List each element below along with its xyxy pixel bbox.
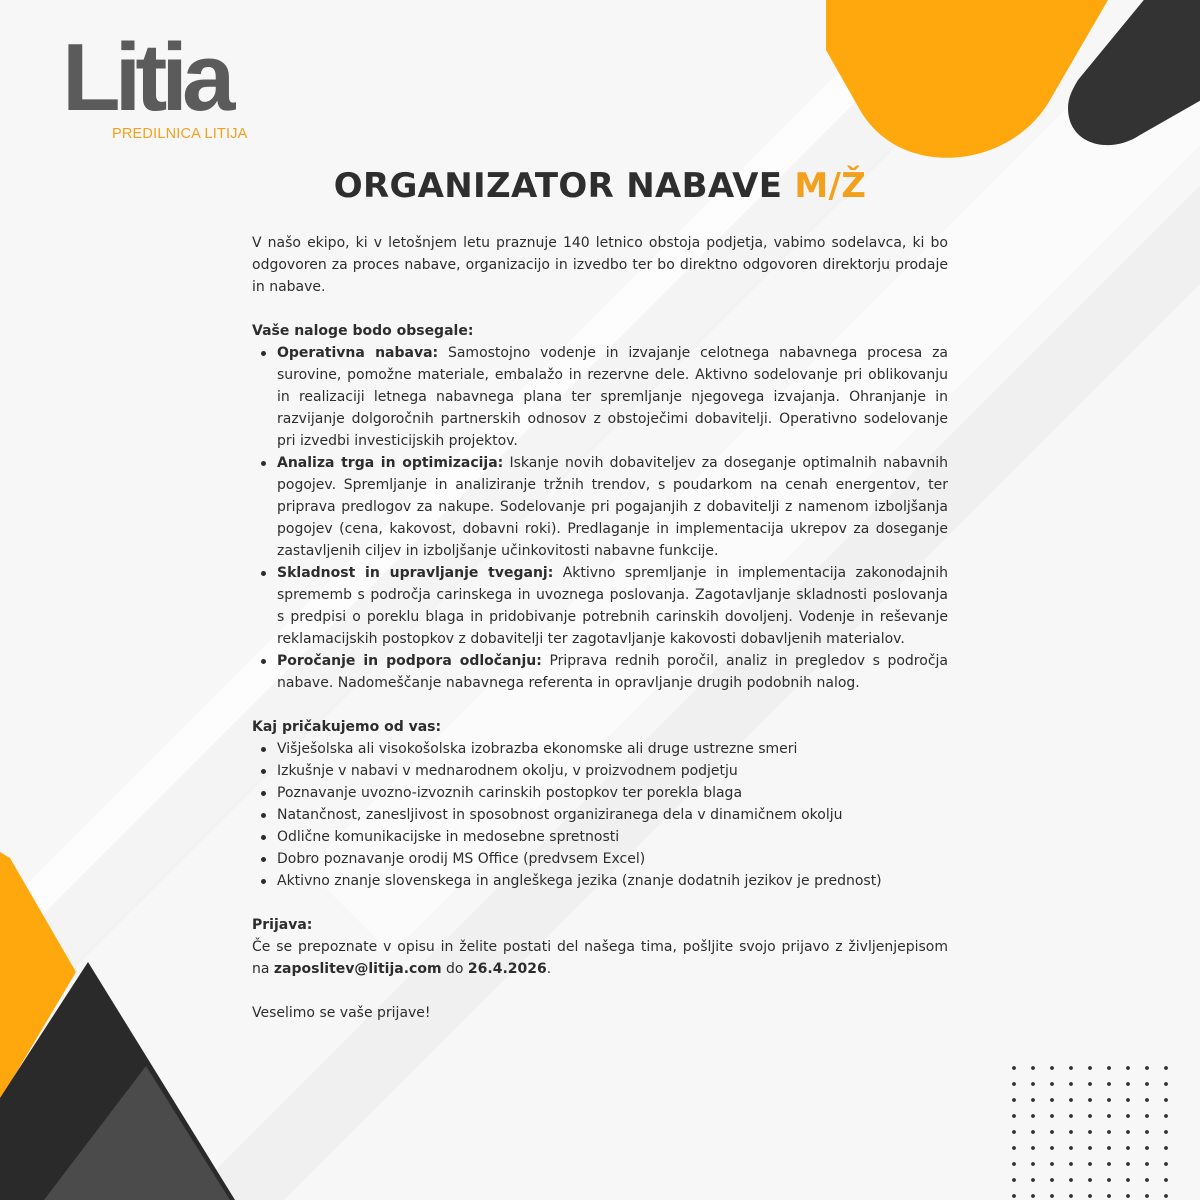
task-label: Analiza trga in optimizacija: (277, 455, 504, 471)
dot (1050, 1114, 1054, 1118)
expectations-heading: Kaj pričakujemo od vas: (252, 719, 442, 735)
closing-text: Veselimo se vaše prijave! (252, 1005, 431, 1021)
dot (1088, 1114, 1092, 1118)
task-text: Samostojno vodenje in izvajanje celotnega nabavnega procesa za surovine, pomožne materiale, embalažo in rezervne dele. Aktivno sodelovanje pri oblikovanju in realizaciji letnega nabavnega plana ter spremljanje njegovega izvajanja. Ohranjanje in razvijanje dolgoročnih partnerskih odnosov z obstoječimi dobavitelji. Operativno sodelovanje pri izvedbi investicijskih projektov. (277, 345, 948, 449)
dot (1069, 1114, 1073, 1118)
dot (1050, 1098, 1054, 1102)
dot (1126, 1066, 1130, 1070)
dot (1031, 1146, 1035, 1150)
dot (1107, 1082, 1111, 1086)
dot (1050, 1146, 1054, 1150)
dot (1126, 1130, 1130, 1134)
dot (1031, 1066, 1035, 1070)
expectation-item: Odlične komunikacijske in medosebne spretnosti (252, 826, 948, 848)
expectation-item: Natančnost, zanesljivost in sposobnost organiziranega dela v dinamičnem okolju (252, 804, 948, 826)
dot (1031, 1114, 1035, 1118)
dot (1031, 1162, 1035, 1166)
title-main: ORGANIZATOR NABAVE (333, 166, 783, 206)
dot (1012, 1178, 1016, 1182)
dot (1069, 1178, 1073, 1182)
dot (1012, 1114, 1016, 1118)
dot (1126, 1114, 1130, 1118)
dot (1107, 1146, 1111, 1150)
dot (1050, 1162, 1054, 1166)
dot (1164, 1146, 1168, 1150)
dot (1107, 1098, 1111, 1102)
dot (1164, 1130, 1168, 1134)
dot (1031, 1194, 1035, 1198)
dot (1088, 1130, 1092, 1134)
dot (1145, 1194, 1149, 1198)
dot (1088, 1178, 1092, 1182)
dot (1164, 1082, 1168, 1086)
dot (1069, 1130, 1073, 1134)
dot (1012, 1162, 1016, 1166)
dot (1145, 1098, 1149, 1102)
dot (1050, 1066, 1054, 1070)
dot (1031, 1178, 1035, 1182)
dot (1069, 1146, 1073, 1150)
dot (1164, 1114, 1168, 1118)
dot (1069, 1194, 1073, 1198)
dot (1050, 1194, 1054, 1198)
intro-paragraph: V našo ekipo, ki v letošnjem letu praznuje 140 letnico obstoja podjetja, vabimo sodelavca, ki bo odgovoren za proces nabave, organizacijo in izvedbo ter bo direktno odgovoren direktorju prodaje in nabave. (252, 235, 948, 295)
application-email[interactable]: zaposlitev@litija.com (273, 961, 442, 977)
grey-triangle-shape (44, 1066, 230, 1200)
dot (1107, 1194, 1111, 1198)
expectation-item: Dobro poznavanje orodij MS Office (predvsem Excel) (252, 848, 948, 870)
dot (1126, 1194, 1130, 1198)
expectation-item: Izkušnje v nabavi v mednarodnem okolju, v proizvodnem podjetju (252, 760, 948, 782)
expectation-item: Poznavanje uvozno-izvoznih carinskih postopkov ter porekla blaga (252, 782, 948, 804)
dot (1145, 1162, 1149, 1166)
dot (1012, 1194, 1016, 1198)
dot (1145, 1130, 1149, 1134)
dot (1107, 1066, 1111, 1070)
dot (1107, 1130, 1111, 1134)
dot (1107, 1162, 1111, 1166)
dot (1031, 1098, 1035, 1102)
dot (1107, 1178, 1111, 1182)
application-deadline: 26.4.2026 (467, 961, 547, 977)
dot (1069, 1098, 1073, 1102)
dot (1050, 1082, 1054, 1086)
dot (1164, 1066, 1168, 1070)
task-item (252, 452, 948, 562)
task-text: Priprava rednih poročil, analiz in pregledov s področja nabave. Nadomeščanje nabavnega referenta in opravljanje drugih podobnih nalog. (277, 653, 948, 691)
dot (1126, 1162, 1130, 1166)
dot (1012, 1146, 1016, 1150)
task-label: Skladnost in upravljanje tveganj: (277, 565, 554, 581)
dot (1031, 1082, 1035, 1086)
dot (1069, 1082, 1073, 1086)
dot (1145, 1178, 1149, 1182)
dot (1126, 1146, 1130, 1150)
task-label: Poročanje in podpora odločanju: (277, 653, 542, 669)
page-title (0, 166, 1200, 206)
dot (1088, 1098, 1092, 1102)
dot (1069, 1162, 1073, 1166)
dot (1088, 1194, 1092, 1198)
task-item (252, 650, 948, 694)
dot-grid (1012, 1066, 1168, 1198)
dot (1164, 1178, 1168, 1182)
logo-subtitle: PREDILNICA LITIJA (112, 126, 248, 142)
tasks-heading: Vaše naloge bodo obsegale: (252, 323, 474, 339)
tasks-list (252, 342, 948, 694)
dot (1069, 1066, 1073, 1070)
dot (1088, 1146, 1092, 1150)
dot (1012, 1130, 1016, 1134)
dot (1012, 1066, 1016, 1070)
dot (1126, 1098, 1130, 1102)
dot (1012, 1098, 1016, 1102)
job-description (252, 232, 948, 1024)
title-accent: M/Ž (794, 166, 867, 206)
expectation-item: Višješolska ali visokošolska izobrazba ekonomske ali druge ustrezne smeri (252, 738, 948, 760)
logo-wordmark: Litia (62, 24, 230, 131)
expectation-item: Aktivno znanje slovenskega in angleškega jezika (znanje dodatnih jezikov je prednost) (252, 870, 948, 892)
dot (1031, 1130, 1035, 1134)
dot (1088, 1066, 1092, 1070)
task-item (252, 342, 948, 452)
dot (1088, 1162, 1092, 1166)
dot (1145, 1114, 1149, 1118)
task-item (252, 562, 948, 650)
dot (1164, 1098, 1168, 1102)
application-paragraph: Če se prepoznate v opisu in želite postati del našega tima, pošljite svojo prijavo z življenjepisom na zaposlitev@litija.com do 26.4.2026. (252, 939, 948, 977)
dot (1145, 1066, 1149, 1070)
dot (1012, 1082, 1016, 1086)
dot (1050, 1130, 1054, 1134)
dot (1126, 1178, 1130, 1182)
application-heading: Prijava: (252, 917, 313, 933)
company-logo (62, 24, 262, 142)
dot (1050, 1178, 1054, 1182)
task-label: Operativna nabava: (277, 345, 439, 361)
dot (1164, 1194, 1168, 1198)
dot (1164, 1162, 1168, 1166)
task-text: Iskanje novih dobaviteljev za doseganje optimalnih nabavnih pogojev. Spremljanje in analiziranje tržnih trendov, s poudarkom na cenah energentov, ter priprava predlogov za nakupe. Sodelovanje pri pogajanjih z dobavitelji z namenom izboljšanja pogojev (cena, kakovost, dobavni roki). Predlaganje in implementacija ukrepov za doseganje zastavljenih ciljev in izboljšanje učinkovitosti nabavne funkcije. (277, 455, 948, 559)
dot (1145, 1082, 1149, 1086)
dot (1126, 1082, 1130, 1086)
task-text: Aktivno spremljanje in implementacija zakonodajnih sprememb s področja carinskega in uvoznega poslovanja. Zagotavljanje skladnosti poslovanja s predpisi o poreklu blaga in pridobivanje potrebnih carinskih dovoljenj. Vodenje in reševanje reklamacijskih postopkov z dobavitelji ter zagotavljanje kakovosti dobavljenih materialov. (277, 565, 948, 647)
dot (1145, 1146, 1149, 1150)
dot (1107, 1114, 1111, 1118)
expectations-list (252, 738, 948, 892)
dot (1088, 1082, 1092, 1086)
